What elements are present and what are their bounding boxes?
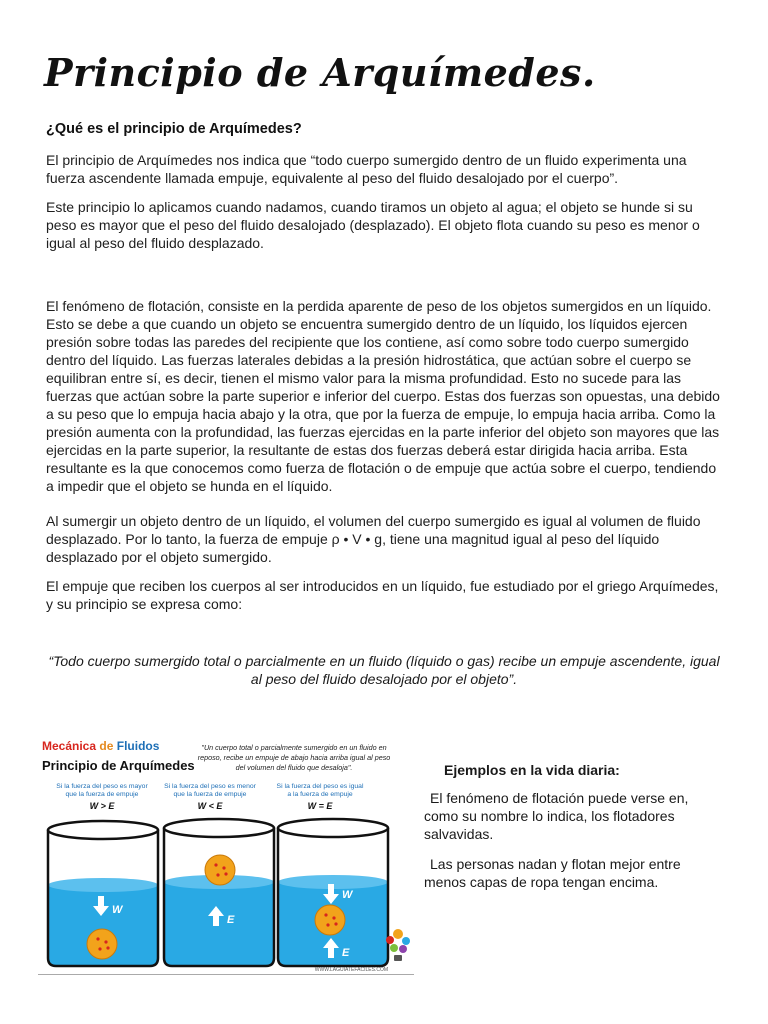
case-2-relation: W < E: [197, 801, 223, 811]
case-2-line-1: Si la fuerza del peso es menor: [164, 783, 256, 790]
paragraph-flotation: El fenómeno de flotación, consiste en la perdida aparente de peso de los objetos sumergidos en un líquido. Esto se debe a que cuando un objeto se encuentra sumergido dentro de un líquido, los líquidos ejercen presión sobre todas las paredes del recipiente que los contiene, así como sobre todo cuerpo sumergido dentro del líquido. Las fuerzas laterales debidas a la presión hidrostática, que actúan sobre el cuerpo se equilibran entre sí, es decir, tienen el mismo valor para la misma profundidad. Esto no sucede para las fuerzas que actúan sobre la parte superior e inferior del cuerpo. Estas dos fuerzas son opuestas, una debido a su peso que lo empuja hacia abajo y la otra, que por la fuerza de empuje, lo empuja hacia arriba. Como la presión aumenta con la profundidad, las fuerzas ejercidas en la parte inferior del objeto son mayores que las ejercidas en la parte superior, la resultante de estas dos fuerzas deberá estar dirigida hacia arriba. Esta resultante es la que conocemos como fuerza de flotación o de empuje que actúa sobre el cuerpo, tendiendo a impedir que el objeto se hunda en el líquido.: [46, 298, 720, 494]
lightbulb-icon: [386, 929, 410, 961]
example-item-1: El fenómeno de flotación puede verse en, como su nombre lo indica, los flotadores salvavidas.: [424, 790, 689, 842]
case-1-line-2: que la fuerza de empuje: [65, 791, 139, 798]
paragraph-volume: Al sumergir un objeto dentro de un líquido, el volumen del cuerpo sumergido es igual al volumen de fluido desplazado. Por lo tanto, la fuerza de empuje ρ • V • g, tiene una magnitud igual al peso del líquido desplazado por el objeto sumergido.: [46, 513, 701, 565]
arrow-down-icon: [98, 896, 104, 906]
examples-heading: Ejemplos en la vida diaria:: [444, 762, 620, 778]
paragraph-history: El empuje que reciben los cuerpos al ser introducidos en un líquido, fue estudiado por el griego Arquímedes, y su principio se expresa como:: [46, 578, 719, 612]
page-title: Principio de Arquímedes.: [44, 50, 596, 95]
beaker-sinking: [48, 821, 158, 966]
buoyancy-label: E: [227, 914, 235, 926]
arrow-down-icon: [328, 884, 334, 894]
brand-fluidos: Fluidos: [116, 739, 160, 753]
archimedes-infographic: [38, 730, 414, 975]
case-3-relation: W = E: [307, 801, 333, 811]
case-3-line-2: a la fuerza de empuje: [287, 791, 353, 798]
brand-de: de: [99, 739, 114, 753]
brand-mecanica: Mecánica: [42, 739, 97, 753]
ball-icon: [87, 929, 117, 959]
case-2-line-2: que la fuerza de empuje: [173, 791, 247, 798]
paragraph-application: Este principio lo aplicamos cuando nadamos, cuando tiramos un objeto al agua; el objeto se hunde si su peso es mayor que el peso del fluido desalojado (desplazado). El objeto flota cuando su peso es menor o igual al peso del fluido desplazado.: [46, 199, 700, 251]
ball-icon: [205, 855, 235, 885]
example-item-2: Las personas nadan y flotan mejor entre menos capas de ropa tengan encima.: [424, 856, 681, 890]
statement-line-1: "Un cuerpo total o parcialmente sumergido en un fluido en: [201, 743, 387, 752]
buoyancy-label-2: E: [342, 947, 350, 959]
section-heading: ¿Qué es el principio de Arquímedes?: [46, 121, 302, 137]
beaker-neutral: [278, 819, 388, 966]
statement-line-3: del volumen del fluido que desaloja".: [235, 763, 353, 772]
case-3-line-1: Si la fuerza del peso es igual: [276, 783, 364, 790]
case-1-line-1: Si la fuerza del peso es mayor: [56, 783, 148, 790]
beaker-floating: [164, 819, 274, 966]
infographic-heading: Principio de Arquímedes: [42, 758, 195, 773]
weight-label: W: [112, 904, 123, 916]
ball-icon: [315, 905, 345, 935]
statement-line-2: reposo, recibe un empuje de abajo hacia arriba igual al peso: [197, 753, 391, 762]
site-url: WWW.LAGUIATEFACILES.COM: [314, 967, 388, 973]
principle-quote: “Todo cuerpo sumergido total o parcialmente en un fluido (líquido o gas) recibe un empuje ascendente, igual al peso del fluido desalojado por el objeto”.: [48, 653, 720, 687]
svg-text:Mecánica de Fluido: [42, 739, 160, 753]
paragraph-definition: El principio de Arquímedes nos indica que “todo cuerpo sumergido dentro de un fluido experimenta una fuerza ascendente llamada empuje, equivalente al peso del fluido desalojado por el cuerpo”.: [46, 152, 687, 186]
infographic-svg: [38, 730, 414, 974]
weight-label-2: W: [342, 889, 353, 901]
case-1-relation: W > E: [89, 801, 115, 811]
